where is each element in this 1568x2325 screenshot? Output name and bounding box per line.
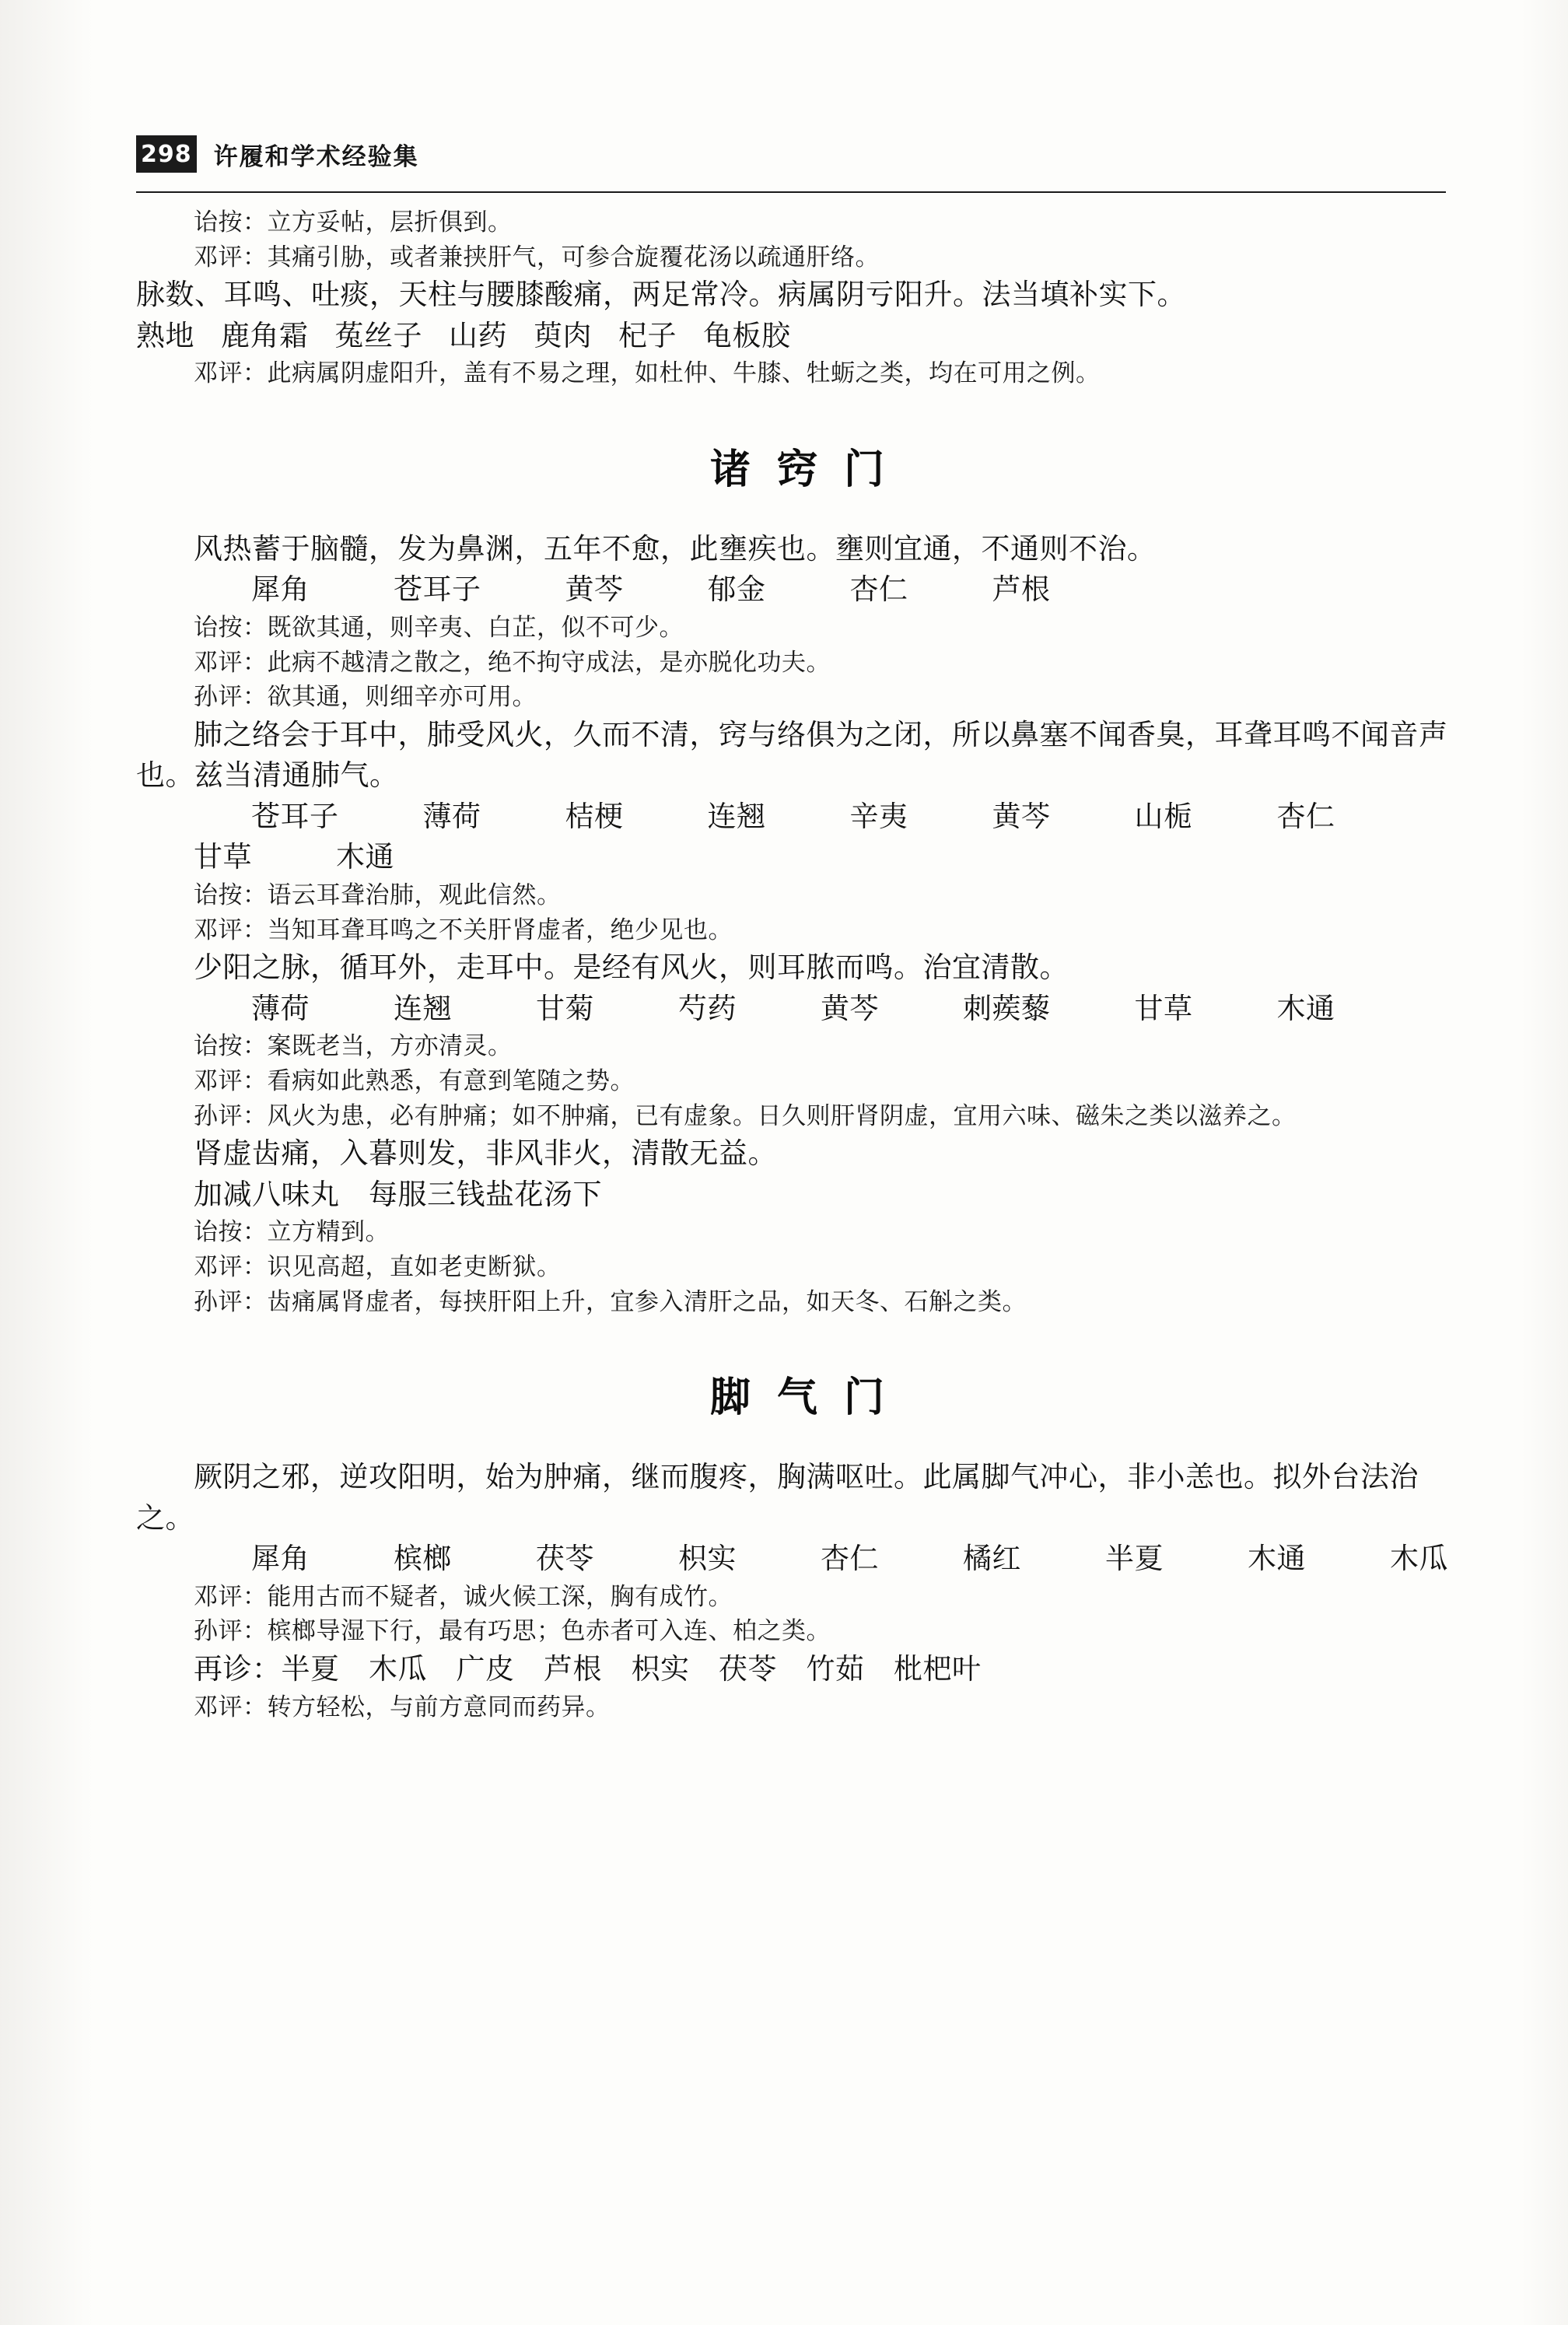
herb-item: 刺蒺藜 (963, 991, 1051, 1025)
herb-item: 杞子 (618, 318, 677, 352)
herb-item: 木通 (336, 840, 394, 874)
herb-item: 槟榔 (394, 1542, 452, 1576)
prescription-list (136, 1539, 1458, 1580)
section-heading: 诸窍门 (709, 446, 911, 493)
herb-item: 芍药 (678, 991, 737, 1025)
herb-item: 龟板胶 (703, 318, 791, 352)
herb-item: 黄芩 (565, 572, 624, 607)
commentary-paragraph: 孙评：齿痛属肾虚者，每挟肝阳上升，宜参入清肝之品，如天冬、石斛之类。 (194, 1287, 1027, 1316)
herb-item: 甘草 (1134, 991, 1193, 1025)
herb-item: 桔梗 (565, 799, 624, 833)
commentary-paragraph: 诒按：立方妥帖，层折俱到。 (194, 208, 513, 236)
commentary-paragraph: 邓评：当知耳聋耳鸣之不关肝肾虚者，绝少见也。 (194, 916, 733, 944)
herb-item: 黄芩 (992, 799, 1051, 833)
herb-item: 郁金 (707, 572, 766, 607)
page-content (136, 0, 1458, 1724)
commentary-paragraph: 诒按：语云耳聋治肺，观此信然。 (194, 881, 562, 909)
herb-item: 辛夷 (849, 799, 908, 833)
commentary-paragraph: 邓评：看病如此熟悉，有意到笔随之势。 (194, 1066, 635, 1095)
herb-item: 菟丝子 (334, 318, 422, 352)
commentary-paragraph: 邓评：识见高超，直如老吏断狱。 (194, 1252, 562, 1281)
herb-item: 苍耳子 (251, 799, 339, 833)
commentary-paragraph: 孙评：槟榔导湿下行，最有巧思；色赤者可入连、柏之类。 (194, 1617, 831, 1646)
herb-item: 萸肉 (534, 318, 592, 352)
commentary-paragraph: 邓评：其痛引胁，或者兼挟肝气，可参合旋覆花汤以疏通肝络。 (194, 243, 880, 271)
commentary-paragraph: 邓评：转方轻松，与前方意同而药异。 (194, 1693, 611, 1721)
commentary-paragraph: 诒按：案既老当，方亦清灵。 (194, 1032, 513, 1061)
commentary-paragraph: 邓评：此病属阴虚阳升，盖有不易之理，如杜仲、牛膝、牡蛎之类，均在可用之例。 (194, 359, 1101, 388)
herb-item: 杏仁 (821, 1542, 879, 1576)
herb-item: 甘草 (194, 840, 252, 874)
commentary-paragraph: 邓评：能用古而不疑者，诚火候工深，胸有成竹。 (194, 1582, 733, 1611)
herb-item: 鹿角霜 (221, 318, 309, 352)
body-paragraph: 肺之络会于耳中，肺受风火，久而不清，窍与络俱为之闭，所以鼻塞不闻香臭，耳聋耳鸣不闻音声也。兹当清通肺气。 (136, 717, 1448, 793)
body-text (136, 205, 1458, 1724)
herb-item: 芦根 (992, 572, 1051, 607)
herb-item: 连翘 (394, 991, 452, 1025)
body-paragraph: 肾虚齿痛，入暮则发，非风非火，清散无益。 (194, 1136, 777, 1171)
herb-item: 苍耳子 (394, 572, 481, 607)
section-heading: 脚气门 (709, 1374, 911, 1422)
herb-item: 半夏 (1105, 1542, 1164, 1576)
commentary-paragraph: 诒按：既欲其通，则辛夷、白芷，似不可少。 (194, 614, 684, 642)
body-paragraph: 加减八味丸 每服三钱盐花汤下 (194, 1177, 602, 1211)
prescription-list (136, 316, 1458, 357)
herb-item: 甘菊 (536, 991, 594, 1025)
herb-item: 薄荷 (422, 799, 481, 833)
herb-item: 犀角 (251, 572, 310, 607)
herb-item: 木瓜 (1390, 1542, 1448, 1576)
header-rule (136, 191, 1446, 193)
herb-item: 黄芩 (821, 991, 879, 1025)
herb-item: 茯苓 (536, 1542, 594, 1576)
herb-item: 杏仁 (1276, 799, 1335, 833)
herb-item: 木通 (1248, 1542, 1306, 1576)
body-paragraph: 再诊：半夏 木瓜 广皮 芦根 枳实 茯苓 竹茹 枇杷叶 (194, 1651, 982, 1686)
body-paragraph: 风热蓄于脑髓，发为鼻渊，五年不愈，此壅疾也。壅则宜通，不通则不治。 (194, 531, 1157, 565)
book-title: 许履和学术经验集 (213, 142, 419, 171)
commentary-paragraph: 诒按：立方精到。 (194, 1218, 390, 1247)
commentary-paragraph: 邓评：此病不越清之散之，绝不拘守成法，是亦脱化功夫。 (194, 648, 831, 677)
prescription-list (136, 989, 1458, 1030)
herb-item: 枳实 (678, 1542, 737, 1576)
herb-item: 杏仁 (849, 572, 908, 607)
herb-item: 山栀 (1134, 799, 1193, 833)
herb-item: 橘红 (963, 1542, 1021, 1576)
herb-item: 连翘 (707, 799, 766, 833)
commentary-paragraph: 孙评：风火为患，必有肿痛；如不肿痛，已有虚象。日久则肝肾阴虚，宜用六味、磁朱之类以滋养之。 (194, 1101, 1297, 1130)
commentary-paragraph: 孙评：欲其通，则细辛亦可用。 (194, 683, 537, 712)
page-number: 298 (136, 135, 197, 173)
herb-item: 薄荷 (251, 991, 310, 1025)
prescription-list (136, 797, 1458, 878)
body-paragraph: 脉数、耳鸣、吐痰，天柱与腰膝酸痛，两足常冷。病属阴亏阳升。法当填补实下。 (136, 278, 1186, 312)
herb-item: 木通 (1276, 991, 1335, 1025)
herb-item: 山药 (449, 318, 507, 352)
body-paragraph: 厥阴之邪，逆攻阳明，始为肿痛，继而腹疼，胸满呕吐。此属脚气冲心，非小恙也。拟外台法治之。 (136, 1460, 1419, 1535)
body-paragraph: 少阳之脉，循耳外，走耳中。是经有风火，则耳脓而鸣。治宜清散。 (194, 951, 1069, 985)
herb-item: 犀角 (251, 1542, 310, 1576)
herb-item: 熟地 (136, 318, 194, 352)
running-head (136, 134, 1458, 174)
prescription-list (136, 569, 1458, 611)
